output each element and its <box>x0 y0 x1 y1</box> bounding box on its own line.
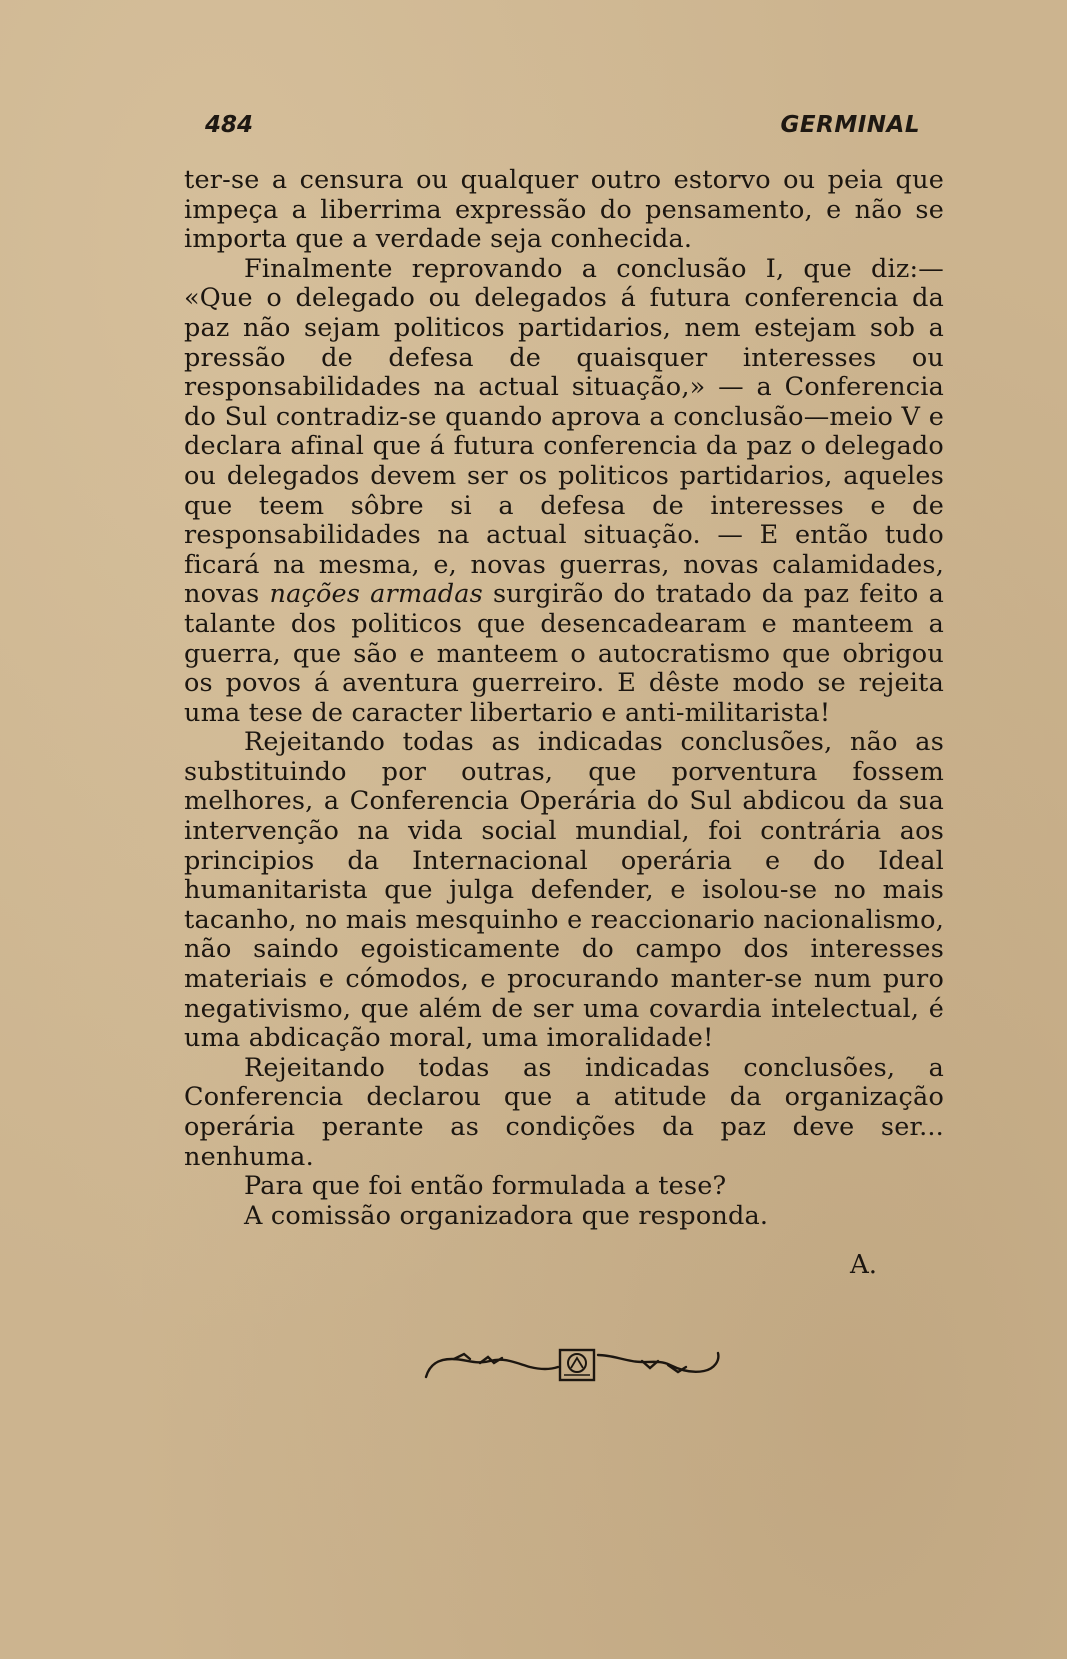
paragraph-2-emphasis: nações armadas <box>269 579 483 610</box>
paragraph-2 <box>184 255 944 729</box>
paragraph-4: Rejeitando todas as indicadas conclusões, a Conferencia declarou que a atitude da organização operária perante as condições da paz deve ser... nenhuma. <box>184 1052 944 1172</box>
paragraph-3: Rejeitando todas as indicadas conclusões, não as substituindo por outras, que porventura fossem melhores, a Conferencia Operária do Sul abdicou da sua intervenção na vida social mundial, foi contrária aos principios da Internacional operária e do Ideal humanitarista que julga defender, e isolou-se no mais tacanho, no mais mesquinho e reaccionario nacionalismo, não saindo egoisticamente do campo dos interesses materiais e cómodos, e procurando manter-se num puro negativismo, que além de ser uma covardia intelectual, é uma abdicação moral, uma imoralidade! <box>184 727 944 1054</box>
paragraph-5: Para que foi então formulada a tese? <box>244 1171 727 1202</box>
running-head <box>205 112 920 152</box>
decorative-vignette-icon <box>420 1337 730 1383</box>
author-signature: A. <box>850 1250 878 1280</box>
paragraph-6: A comissão organizadora que responda. <box>244 1200 769 1231</box>
paragraph-2-text-after: surgirão do tratado da paz feito a talante dos politicos que desencadearam e manteem a guerra, que são e manteem o autocratismo que obrigou os povos á aventura guerreiro. E dêste modo se rejeita uma tese de caracter libertario e anti-militarista! <box>184 579 944 728</box>
paragraph-1: ter-se a censura ou qualquer outro estorvo ou peia que impeça a liberrima expressão do pensamento, e não se importa que a verdade seja conhecida. <box>184 165 944 255</box>
article-body <box>184 166 944 1231</box>
page-number: 484 <box>205 112 254 138</box>
paragraph-2-text-before: Finalmente reprovando a conclusão I, que diz:— «Que o delegado ou delegados á futura conferencia da paz não sejam politicos partidarios, nem estejam sob a pressão de defesa de quaisquer interesses ou responsabilidades na actual situação,» — a Conferencia do Sul contradiz-se quando aprova a conclusão—meio V e declara afinal que á futura conferencia da paz o delegado ou delegados devem ser os politicos partidarios, aqueles que teem sôbre si a defesa de interesses e de responsabilidades na actual situação. — E então tudo ficará na mesma, e, novas guerras, novas calamidades, novas <box>184 253 944 610</box>
journal-title: GERMINAL <box>780 112 920 138</box>
